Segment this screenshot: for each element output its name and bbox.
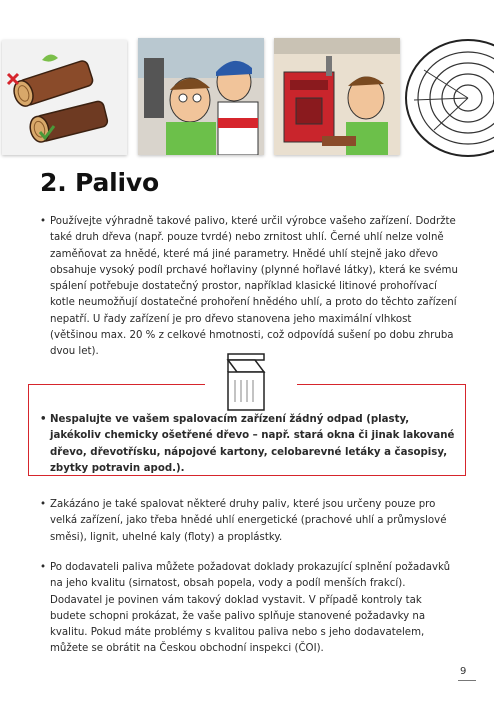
page-number-rule — [458, 680, 476, 681]
paragraph-no-waste: • Nespalujte ve vašem spalovacím zařízení žádný odpad (plasty, jakékoliv chemicky ošetřené dřevo – např. stará okna či jinak lakované dřevo, dřevotřísku, nápojové kartony, celobarevné letáky a časopisy, zbytky potravin apod.). — [40, 414, 455, 474]
boiler-icon — [274, 38, 400, 155]
page-title: 2. Palivo — [40, 168, 159, 197]
cartoon-people-icon — [138, 38, 264, 155]
page-number: 9 — [460, 666, 467, 677]
paragraph-supplier-docs: • Po dodavateli paliva můžete požadovat doklady prokazující splnění požadavků na jeho kvalitu (sirnatost, obsah popela, vody a podíl menších frakcí). Dodavatel je povinen vám takový doklad vystavit. V případě kontroly tak budete schopni prokázat, že vaše palivo splňuje stanovené požadavky na kvalitu. Pokud máte problémy s kvalitou paliva nebo s jeho dodavatelem, můžete se obrátit na Českou obchodní inspekci (ČOI). — [40, 562, 451, 655]
tree-ring-icon — [404, 30, 494, 160]
paragraph-forbidden-fuels: • Zakázáno je také spalovat některé druhy paliv, které jsou určeny pouze pro velká zařízení, jako třeba hnědé uhlí energetické (prachové uhlí a průmyslové směsi), lignit, uhelné kaly (floty) a proplástky. — [40, 499, 447, 543]
milk-carton-icon — [223, 350, 269, 412]
wood-logs-icon — [2, 40, 127, 155]
paragraph-fuel-type: • Používejte výhradně takové palivo, které určil výrobce vašeho zařízení. Dodržte také druh dřeva (např. pouze tvrdé) nebo zrnitost uhlí. Černé uhlí nelze volně zaměňovat za hnědé, které má jiné parametry. Hnědé uhlí stejně jako dřevo obsahuje vysoký podíl prchavé hořlaviny (plynné hořlavé látky), která ke svému spálení potřebuje dostatečný prostor, například klasické litinové prohořívací kotle neumožňují dostatečné prohoření hnědého uhlí, a proto do těchto zařízení nepatří. U řady zařízení je pro dřevo stanovena jeho maximální vlhkost (většinou max. 20 % z celkové hmotnosti, což odpovídá sušení po dobu zhruba dvou let). — [40, 216, 458, 358]
